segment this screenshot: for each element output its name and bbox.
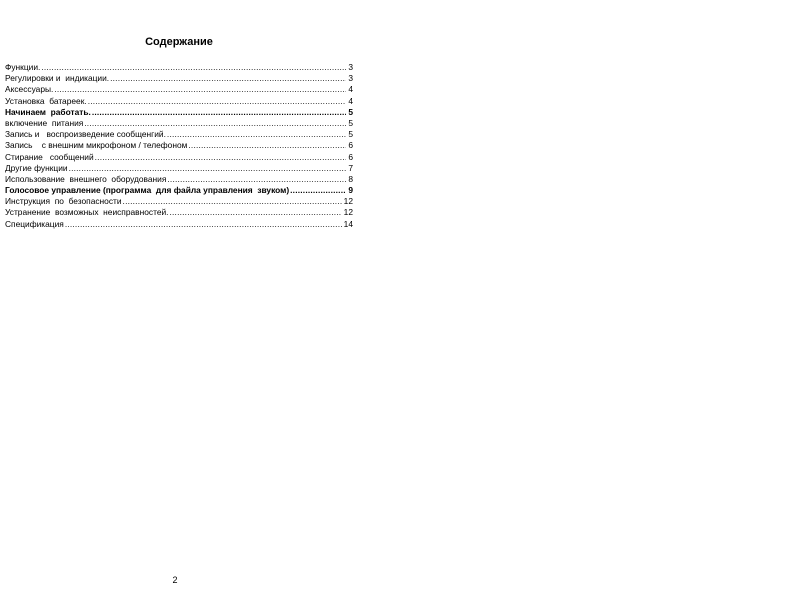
toc-entry — [5, 107, 353, 118]
toc-entry-page: 5 — [348, 106, 353, 117]
toc-entry-label: Запись с внешним микрофоном / телефоном — [5, 140, 188, 151]
toc-entry-page: 4 — [348, 95, 353, 106]
toc-leader-dots — [41, 62, 346, 73]
toc-entry-label: Функции. — [5, 62, 41, 72]
toc-entry-page: 5 — [348, 129, 353, 140]
toc-leader-dots — [95, 152, 347, 163]
toc-leader-dots — [167, 174, 346, 185]
toc-leader-dots — [290, 185, 346, 196]
toc-entry — [5, 62, 353, 73]
toc-entry-page: 12 — [343, 196, 353, 207]
toc-entry-page: 7 — [348, 162, 353, 173]
toc-entry-page: 12 — [343, 207, 353, 218]
toc-leader-dots — [69, 163, 347, 174]
toc-entry — [5, 73, 353, 84]
toc-entry-label: Инструкция по безопасности — [5, 196, 122, 207]
toc-entry — [5, 96, 353, 107]
toc-entry-page: 9 — [348, 185, 353, 196]
toc-leader-dots — [88, 96, 347, 107]
toc-leader-dots — [123, 196, 342, 207]
toc-entry-label: Другие функции — [5, 162, 68, 173]
toc-entry — [5, 140, 353, 151]
toc-entry — [5, 174, 353, 185]
toc-leader-dots — [84, 118, 346, 129]
toc-entry-label: включение питания — [5, 117, 84, 128]
toc-entry-page: 3 — [348, 62, 353, 72]
table-of-contents — [5, 62, 353, 230]
toc-leader-dots — [54, 84, 346, 95]
toc-entry — [5, 129, 353, 140]
toc-entry-page: 3 — [348, 73, 353, 84]
toc-entry — [5, 196, 353, 207]
toc-entry — [5, 219, 353, 230]
toc-entry-label: Спецификация — [5, 218, 64, 229]
toc-entry-label: Запись и воспроизведение сообщенгий. — [5, 129, 166, 140]
toc-entry — [5, 152, 353, 163]
toc-entry-label: Стирание сообщений — [5, 151, 94, 162]
toc-entry — [5, 118, 353, 129]
toc-leader-dots — [170, 207, 342, 218]
toc-entry — [5, 207, 353, 218]
toc-entry — [5, 185, 353, 196]
toc-entry-label: Установка батареек. — [5, 95, 87, 106]
toc-entry-page: 6 — [348, 151, 353, 162]
toc-entry-label: Аксессуары. — [5, 84, 54, 95]
toc-entry-page: 8 — [348, 173, 353, 184]
toc-entry-page: 4 — [348, 84, 353, 95]
toc-entry-page: 6 — [348, 140, 353, 151]
toc-leader-dots — [110, 73, 346, 84]
toc-entry-label: Начинаем работать. — [5, 106, 91, 117]
toc-leader-dots — [167, 129, 346, 140]
toc-entry-label: Использование внешнего оборудования — [5, 173, 167, 184]
toc-title: Содержание — [145, 36, 213, 48]
page-number: 2 — [172, 575, 178, 585]
toc-entry-label: Голосовое управление (программа для файла управления звуком) — [5, 185, 290, 196]
toc-entry-label: Регулировки и индикации. — [5, 73, 110, 84]
toc-entry-page: 5 — [348, 117, 353, 128]
toc-entry — [5, 84, 353, 95]
toc-leader-dots — [92, 107, 347, 118]
toc-leader-dots — [188, 140, 346, 151]
toc-entry — [5, 163, 353, 174]
toc-leader-dots — [65, 219, 342, 230]
toc-entry-page: 14 — [343, 218, 353, 229]
toc-entry-label: Устранение возможных неисправностей. — [5, 207, 169, 218]
